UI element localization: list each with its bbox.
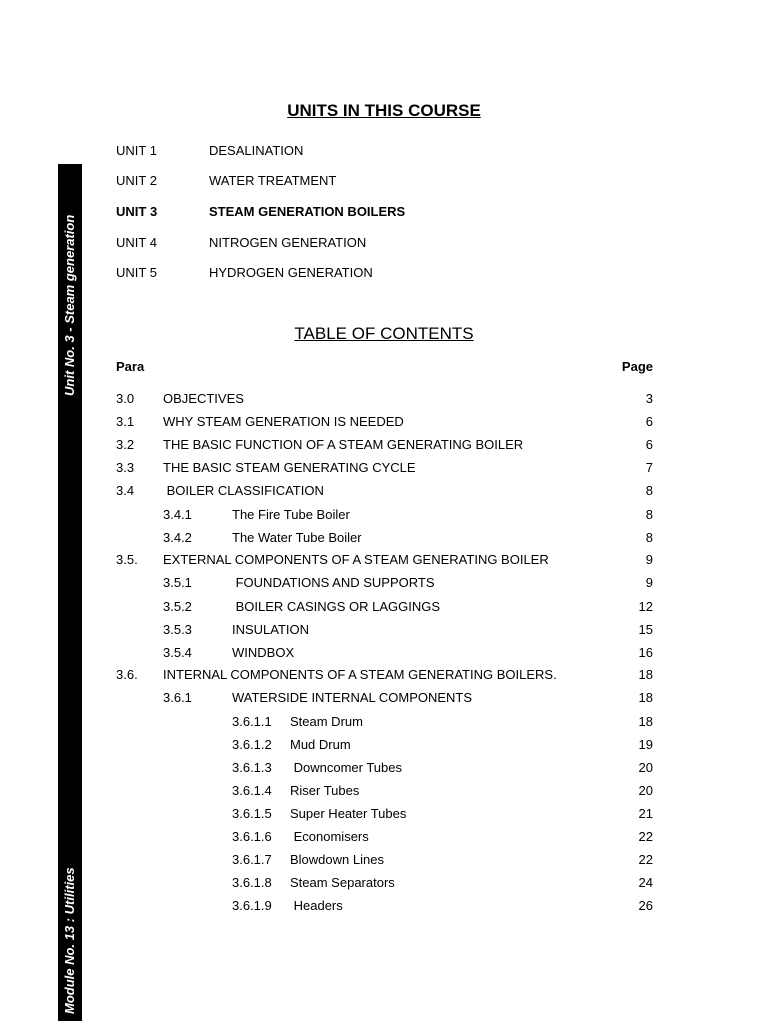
toc-entry — [0, 507, 768, 524]
toc-number: 3.6.1 — [163, 690, 192, 705]
toc-page: 3 — [645, 391, 653, 406]
toc-number: 3.6.1.7 — [232, 852, 272, 867]
toc-number: 3.2 — [116, 437, 135, 452]
unit-title: HYDROGEN GENERATION — [209, 265, 373, 280]
toc-entry — [0, 483, 768, 500]
toc-number: 3.6.1.2 — [232, 737, 272, 752]
toc-entry — [0, 552, 768, 569]
toc-entry — [0, 622, 768, 639]
toc-page-column-header: Page — [621, 359, 653, 374]
toc-number: 3.4 — [116, 483, 135, 498]
toc-page: 6 — [645, 414, 653, 429]
unit-title: DESALINATION — [209, 143, 304, 158]
toc-entry — [0, 575, 768, 592]
toc-page: 8 — [645, 483, 653, 498]
toc-number: 3.6. — [116, 667, 138, 682]
sidebar-module-label: Module No. 13 : Utilities — [62, 867, 77, 1014]
toc-page: 7 — [645, 460, 653, 475]
toc-title: Steam Separators — [290, 875, 395, 890]
toc-entry — [0, 783, 768, 800]
toc-entry — [0, 737, 768, 754]
toc-entry — [0, 714, 768, 731]
toc-title: THE BASIC FUNCTION OF A STEAM GENERATING BOILER — [163, 437, 524, 452]
unit-number: UNIT 1 — [116, 143, 157, 158]
toc-number: 3.4.2 — [163, 530, 192, 545]
toc-page: 8 — [645, 507, 653, 522]
toc-entry — [0, 391, 768, 408]
toc-title: THE BASIC STEAM GENERATING CYCLE — [163, 460, 416, 475]
toc-entry — [0, 898, 768, 915]
toc-page: 18 — [638, 714, 653, 729]
toc-page: 20 — [638, 760, 653, 775]
toc-entry — [0, 690, 768, 707]
toc-title: OBJECTIVES — [163, 391, 244, 406]
toc-entry — [0, 667, 768, 684]
toc-number: 3.5.3 — [163, 622, 192, 637]
toc-page: 16 — [638, 645, 653, 660]
toc-title: BOILER CLASSIFICATION — [163, 483, 324, 498]
toc-page: 12 — [638, 599, 653, 614]
toc-number: 3.1 — [116, 414, 135, 429]
toc-title: Steam Drum — [290, 714, 363, 729]
toc-number: 3.6.1.4 — [232, 783, 272, 798]
toc-page: 22 — [638, 829, 653, 844]
unit-title: WATER TREATMENT — [209, 173, 337, 188]
toc-page: 22 — [638, 852, 653, 867]
toc-number: 3.6.1.3 — [232, 760, 272, 775]
toc-title: FOUNDATIONS AND SUPPORTS — [232, 575, 435, 590]
toc-entry — [0, 460, 768, 477]
toc-title: WINDBOX — [232, 645, 295, 660]
toc-entry — [0, 645, 768, 662]
toc-title: INTERNAL COMPONENTS OF A STEAM GENERATING BOILERS. — [163, 667, 557, 682]
toc-number: 3.6.1.9 — [232, 898, 272, 913]
toc-page: 24 — [638, 875, 653, 890]
toc-number: 3.5. — [116, 552, 138, 567]
toc-title: BOILER CASINGS OR LAGGINGS — [232, 599, 441, 614]
unit-number: UNIT 3 — [116, 204, 158, 219]
toc-title: Mud Drum — [290, 737, 351, 752]
toc-title: Blowdown Lines — [290, 852, 384, 867]
toc-title: The Fire Tube Boiler — [232, 507, 350, 522]
unit-title: STEAM GENERATION BOILERS — [209, 204, 406, 219]
toc-entry — [0, 806, 768, 823]
toc-page: 20 — [638, 783, 653, 798]
toc-number: 3.0 — [116, 391, 135, 406]
toc-page: 15 — [638, 622, 653, 637]
toc-page: 19 — [638, 737, 653, 752]
toc-title: INSULATION — [232, 622, 310, 637]
toc-entry — [0, 852, 768, 869]
toc-number: 3.5.2 — [163, 599, 192, 614]
toc-page: 6 — [645, 437, 653, 452]
toc-title: Downcomer Tubes — [290, 760, 402, 775]
toc-entry — [0, 829, 768, 846]
toc-title: Super Heater Tubes — [290, 806, 407, 821]
toc-number: 3.3 — [116, 460, 135, 475]
toc-title: The Water Tube Boiler — [232, 530, 362, 545]
toc-page: 18 — [638, 690, 653, 705]
toc-number: 3.6.1.1 — [232, 714, 272, 729]
toc-title: EXTERNAL COMPONENTS OF A STEAM GENERATING BOILER — [163, 552, 549, 567]
toc-title: WHY STEAM GENERATION IS NEEDED — [163, 414, 404, 429]
toc-entry — [0, 760, 768, 777]
toc-number: 3.6.1.6 — [232, 829, 272, 844]
toc-entry — [0, 414, 768, 431]
units-heading: UNITS IN THIS COURSE — [287, 101, 481, 120]
toc-title: Headers — [290, 898, 343, 913]
toc-title: Economisers — [290, 829, 369, 844]
toc-page: 8 — [645, 530, 653, 545]
unit-number: UNIT 4 — [116, 235, 157, 250]
toc-number: 3.4.1 — [163, 507, 192, 522]
toc-entry — [0, 437, 768, 454]
unit-number: UNIT 5 — [116, 265, 157, 280]
toc-page: 18 — [638, 667, 653, 682]
toc-heading: TABLE OF CONTENTS — [294, 324, 474, 343]
toc-page: 21 — [638, 806, 653, 821]
toc-entry — [0, 530, 768, 547]
toc-number: 3.6.1.8 — [232, 875, 272, 890]
toc-page: 26 — [638, 898, 653, 913]
toc-number: 3.5.1 — [163, 575, 192, 590]
toc-entry — [0, 875, 768, 892]
toc-page: 9 — [645, 575, 653, 590]
toc-number: 3.5.4 — [163, 645, 192, 660]
toc-para-column-header: Para — [116, 359, 145, 374]
toc-title: Riser Tubes — [290, 783, 360, 798]
sidebar-unit-label: Unit No. 3 - Steam generation — [62, 214, 77, 396]
toc-title: WATERSIDE INTERNAL COMPONENTS — [232, 690, 473, 705]
unit-title: NITROGEN GENERATION — [209, 235, 367, 250]
unit-number: UNIT 2 — [116, 173, 157, 188]
toc-number: 3.6.1.5 — [232, 806, 272, 821]
toc-entry — [0, 599, 768, 616]
toc-page: 9 — [645, 552, 653, 567]
